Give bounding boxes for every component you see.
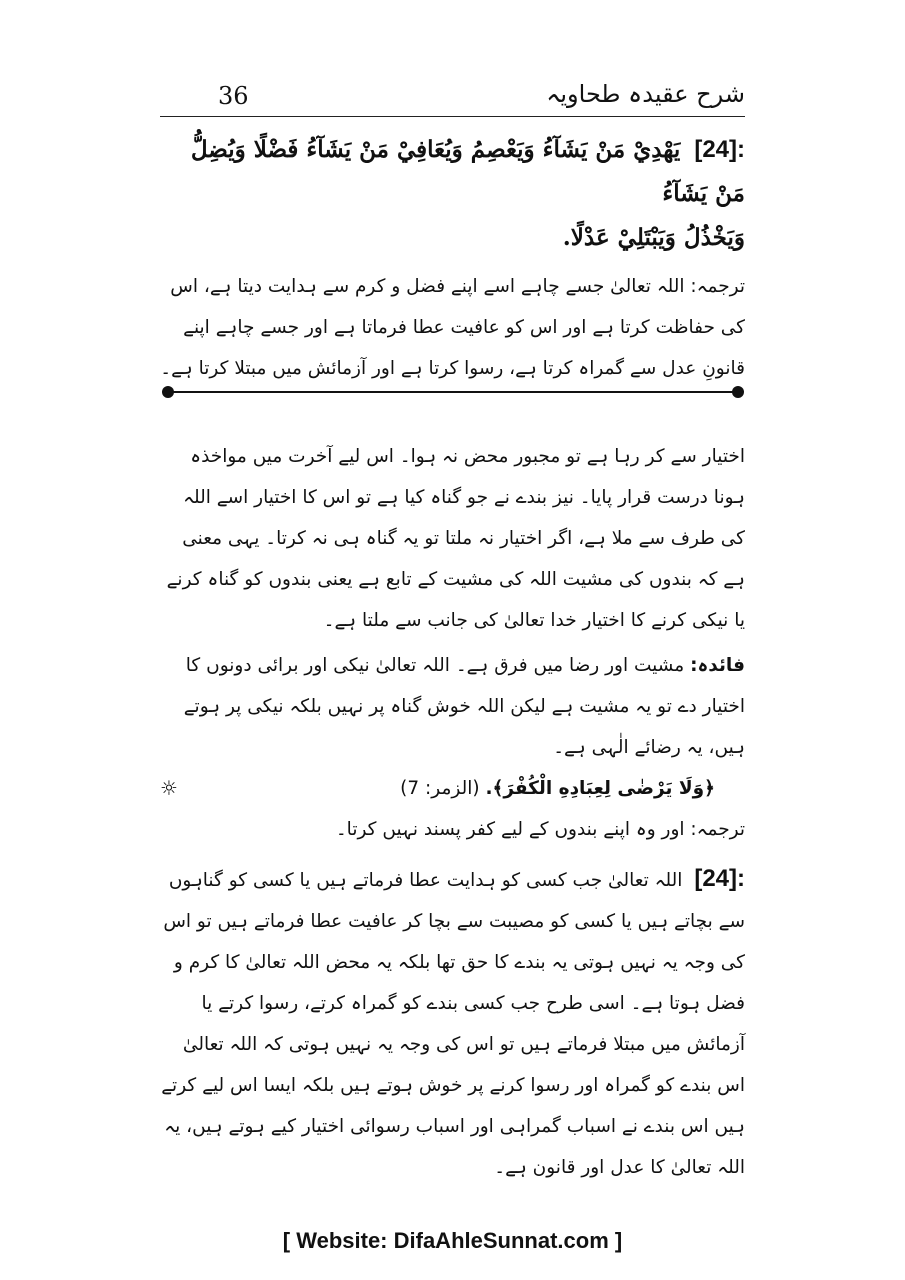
arabic-matn-2: وَيَخْذُلُ وَيَبْتَلِيْ عَدْلًا. — [562, 224, 745, 251]
benefit-paragraph — [160, 645, 745, 768]
divider-dot-left — [162, 386, 174, 398]
verse-line — [160, 768, 745, 809]
quran-verse: ﴿وَلَا يَرْضٰى لِعِبَادِهِ الْكُفْرَ﴾. — [485, 778, 715, 799]
matn-translation: ترجمہ: اللہ تعالیٰ جسے چاہے اسے اپنے فضل و کرم سے ہدایت دیتا ہے، اس کی حفاظت کرتا ہے اور اس کو عافیت عطا فرماتا ہے اور جسے چاہے اپنے قانونِ عدل سے گمراہ کرتا ہے، رسوا کرتا ہے اور آزمائش میں مبتلا کرتا ہے۔ — [160, 276, 745, 379]
page-number: 36 — [218, 82, 249, 110]
commentary-section — [160, 436, 745, 1188]
website-footer: [ Website: DifaAhleSunnat.com ] — [282, 1228, 623, 1253]
reference-label: [24]: — [694, 136, 745, 163]
commentary-paragraph-1: اختیار سے کر رہا ہے تو مجبور محض نہ ہوا۔ اس لیے آخرت میں مواخذہ ہونا درست قرار پایا۔ نیز بندے نے جو گناہ کیا ہے تو اس کا اختیار اسے اللہ کی طرف سے ملا ہے، اگر اختیار نہ ملتا تو یہ گناہ ہی نہ کرتا۔ یہی معنی ہے کہ بندوں کی مشیت اللہ کی مشیت کے تابع ہے یعنی بندوں کو گناہ کرنے یا نیکی کرنے کا اختیار خدا تعالیٰ کی جانب سے ملتا ہے۔ — [166, 446, 745, 631]
paragraph-2-text: اللہ تعالیٰ جب کسی کو ہدایت عطا فرماتے ہیں یا کسی کو گناہوں سے بچاتے ہیں یا کسی کو مصیبت سے بچا کر عافیت عطا فرماتے ہیں تو اس کی وجہ یہ نہیں ہوتی یہ بندے کا حق تھا بلکہ یہ محض اللہ تعالیٰ کا کرم و فضل ہوتا ہے۔ اسی طرح جب کسی بندے کو گمراہ کرتے، رسوا کرتے یا آزمائش میں مبتلا فرماتے ہیں تو اس کی وجہ یہ نہیں ہوتی کہ اللہ تعالیٰ اس بندے کو گمراہ اور رسوا کرنے پر خوش ہوتے ہیں بلکہ ایسا اس لیے کرتے ہیں اس بندے نے اسباب گمراہی اور اسباب رسوائی اختیار کیے ہوتے ہیں، یہ اللہ تعالیٰ کا عدل اور قانون ہے۔ — [161, 870, 745, 1178]
benefit-text: مشیت اور رضا میں فرق ہے۔ اللہ تعالیٰ نیکی اور برائی دونوں کا اختیار دے تو یہ مشیت ہے لیکن اللہ خوش گناہ پر نہیں بلکہ نیکی پر ہوتے ہیں، یہ رضائے الٰہی ہے۔ — [183, 655, 745, 758]
arabic-matn-1: يَهْدِيْ مَنْ يَشَآءُ وَيَعْصِمُ وَيُعَافِيْ مَنْ يَشَآءُ فَضْلًا وَيُضِلُّ مَنْ يَشَآءُ — [190, 136, 745, 207]
book-title: شرح عقیدہ طحاویہ — [546, 80, 745, 108]
verse-translation: ترجمہ: اور وہ اپنے بندوں کے لیے کفر پسند نہیں کرتا۔ — [335, 819, 745, 840]
page-header — [160, 80, 745, 117]
reference-label-2: [24]: — [694, 865, 745, 892]
commentary-paragraph-2 — [160, 858, 745, 1188]
section-divider — [166, 391, 740, 393]
arabic-text-line1 — [160, 128, 745, 216]
matn-section — [160, 128, 745, 389]
verse-star-icon: ☼ — [160, 776, 178, 800]
verse-reference: (الزمر: 7) — [400, 778, 480, 799]
divider-dot-right — [732, 386, 744, 398]
benefit-label: فائدہ: — [690, 655, 745, 676]
